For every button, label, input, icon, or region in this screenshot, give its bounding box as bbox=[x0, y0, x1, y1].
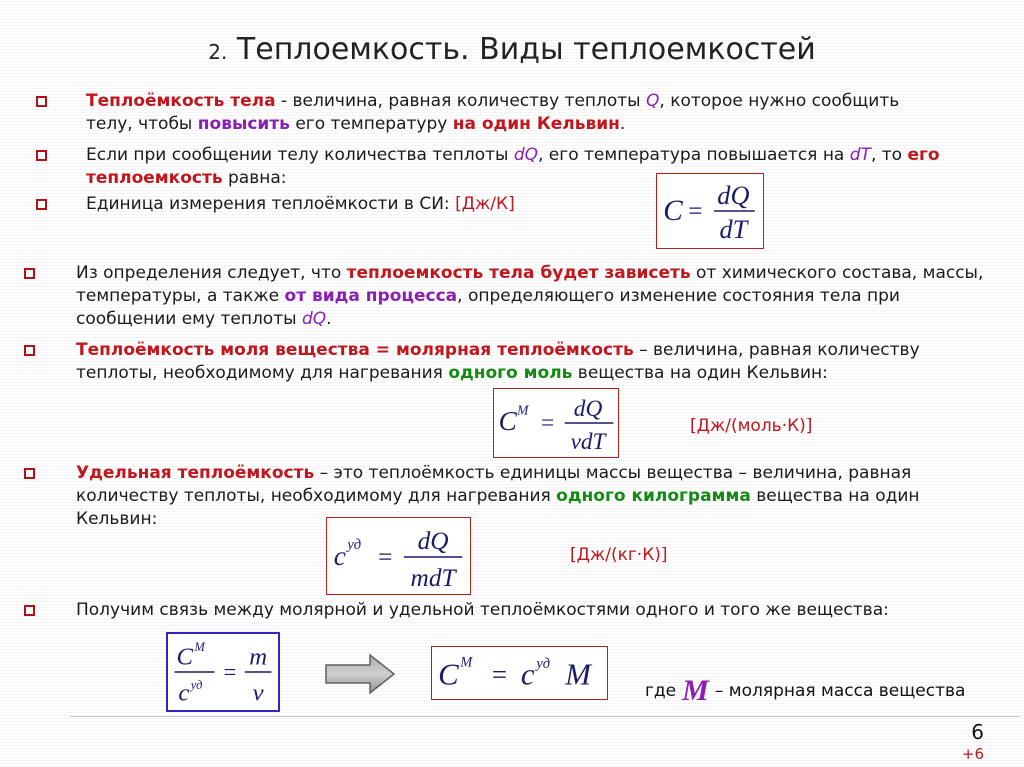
title-text: Теплоемкость. Виды теплоемкостей bbox=[236, 32, 816, 67]
bullet-marker bbox=[24, 605, 35, 616]
formula-num: dQ bbox=[417, 527, 449, 556]
formula-rhs: M bbox=[565, 657, 591, 692]
text: вещества на один Кельвин: bbox=[76, 486, 920, 529]
bullet-si-unit bbox=[86, 193, 646, 216]
slide-title bbox=[0, 32, 1024, 67]
formula-lhs-sup: M bbox=[460, 654, 473, 671]
formula-ratio bbox=[166, 632, 280, 712]
molar-mass-symbol: M bbox=[682, 674, 709, 707]
formula-lhs: C bbox=[438, 657, 459, 692]
var-dq: dQ bbox=[301, 309, 327, 329]
formula-num: dQ bbox=[717, 181, 750, 211]
bullet-dependence bbox=[76, 262, 996, 331]
var-dt: dT bbox=[849, 145, 871, 165]
text: Получим связь между молярной и удельной теплоёмкостями одного и того же вещества: bbox=[76, 600, 889, 620]
molar-mass-note bbox=[645, 674, 965, 708]
bullet-specific-capacity bbox=[76, 462, 976, 531]
text: . bbox=[619, 114, 626, 134]
formula-num-l-sup: M bbox=[194, 640, 205, 655]
text: – это теплоёмкость единицы массы вещества – величина, равная количеству теплоты, необходимому для нагревания bbox=[76, 463, 912, 506]
formula-eq: = bbox=[490, 659, 509, 690]
bullet-heat-capacity-definition bbox=[86, 90, 946, 136]
formula-num: dQ bbox=[573, 396, 603, 423]
formula-sup: M bbox=[517, 402, 529, 418]
text: , определяющего изменение состояния тела при сообщении ему теплоты bbox=[76, 286, 900, 329]
text: Из определения следует, что bbox=[76, 263, 347, 283]
text: Если при сообщении телу количества теплоты bbox=[86, 145, 514, 165]
highlight-its-capacity: его теплоемкость bbox=[86, 145, 940, 188]
formula-eq: = bbox=[539, 409, 556, 436]
text: , которое нужно сообщить телу, чтобы bbox=[86, 91, 900, 134]
formula-eq: = bbox=[686, 196, 704, 225]
text: , то bbox=[870, 145, 908, 165]
unit-molar: [Дж/(моль·К)] bbox=[690, 416, 813, 436]
text: – величина, равная количеству теплоты, необходимому для нагревания bbox=[76, 340, 920, 383]
formula-mid-sup: уд bbox=[536, 656, 551, 673]
text: . bbox=[326, 309, 332, 329]
formula-molar-capacity bbox=[493, 388, 619, 458]
bullet-relation bbox=[76, 599, 1021, 622]
formula-den-l-sup: уд bbox=[190, 678, 203, 693]
highlight-one-mole: одного моль bbox=[448, 363, 573, 383]
bullet-marker bbox=[36, 199, 47, 210]
text: вещества на один Кельвин: bbox=[572, 363, 828, 383]
highlight-process-type: от вида процесса bbox=[284, 286, 458, 306]
var-q: Q bbox=[646, 91, 660, 111]
bullet-dq-dt bbox=[86, 144, 966, 190]
formula-sup: уд bbox=[347, 537, 362, 554]
formula-den: mdT bbox=[410, 564, 456, 593]
formula-num-l: C bbox=[176, 643, 193, 671]
bullet-marker bbox=[36, 96, 47, 107]
var-dq: dQ bbox=[513, 145, 538, 165]
unit-j-per-k: [Дж/К] bbox=[455, 194, 515, 214]
text: его температуру bbox=[289, 114, 453, 134]
text: - величина, равная количеству теплоты bbox=[275, 91, 647, 111]
formula-mid: c bbox=[520, 657, 535, 692]
highlight-one-kelvin: на один Кельвин bbox=[452, 114, 620, 134]
highlight-one-kilogram: одного килограмма bbox=[556, 486, 751, 506]
term-heat-capacity: Теплоёмкость тела bbox=[86, 91, 276, 111]
bullet-molar-capacity bbox=[76, 339, 996, 385]
where-word: где bbox=[645, 681, 677, 701]
bullet-marker bbox=[36, 150, 47, 161]
formula-eq: = bbox=[376, 542, 394, 571]
text: , его температура повышается на bbox=[538, 145, 850, 165]
text: равна: bbox=[222, 168, 287, 188]
bullet-marker bbox=[24, 345, 35, 356]
bullet-marker bbox=[24, 268, 35, 279]
formula-num-r: m bbox=[249, 643, 268, 671]
footer-divider bbox=[70, 716, 1020, 717]
formula-lhs: C bbox=[498, 405, 517, 436]
formula-heat-capacity bbox=[656, 173, 764, 249]
formula-den-r: ν bbox=[252, 679, 264, 707]
formula-den-l: c bbox=[178, 679, 190, 707]
highlight-will-depend: теплоемкость тела будет зависеть bbox=[346, 263, 691, 283]
formula-molar-specific-relation bbox=[431, 646, 608, 700]
term-specific-capacity: Удельная теплоёмкость bbox=[76, 463, 315, 483]
page-number: 6 bbox=[971, 720, 984, 744]
formula-lhs: c bbox=[333, 540, 346, 571]
text: от химического состава, массы, температуры, а также bbox=[76, 263, 984, 306]
formula-den: νdT bbox=[570, 429, 606, 456]
term-molar-capacity: Теплоёмкость моля вещества = молярная теплоёмкость bbox=[76, 340, 634, 360]
formula-specific-capacity bbox=[326, 517, 471, 595]
page-number-plus: +6 bbox=[961, 745, 984, 763]
highlight-raise: повысить bbox=[197, 114, 290, 134]
right-arrow-icon bbox=[324, 652, 396, 696]
formula-eq: = bbox=[222, 659, 238, 685]
where-text: – молярная масса вещества bbox=[714, 681, 966, 701]
formula-den: dT bbox=[719, 215, 748, 245]
bullet-marker bbox=[24, 468, 35, 479]
title-number: 2. bbox=[208, 40, 228, 64]
unit-specific: [Дж/(кг·К)] bbox=[570, 545, 668, 565]
text: Единица измерения теплоёмкости в СИ: bbox=[86, 194, 456, 214]
formula-lhs: C bbox=[663, 194, 683, 227]
